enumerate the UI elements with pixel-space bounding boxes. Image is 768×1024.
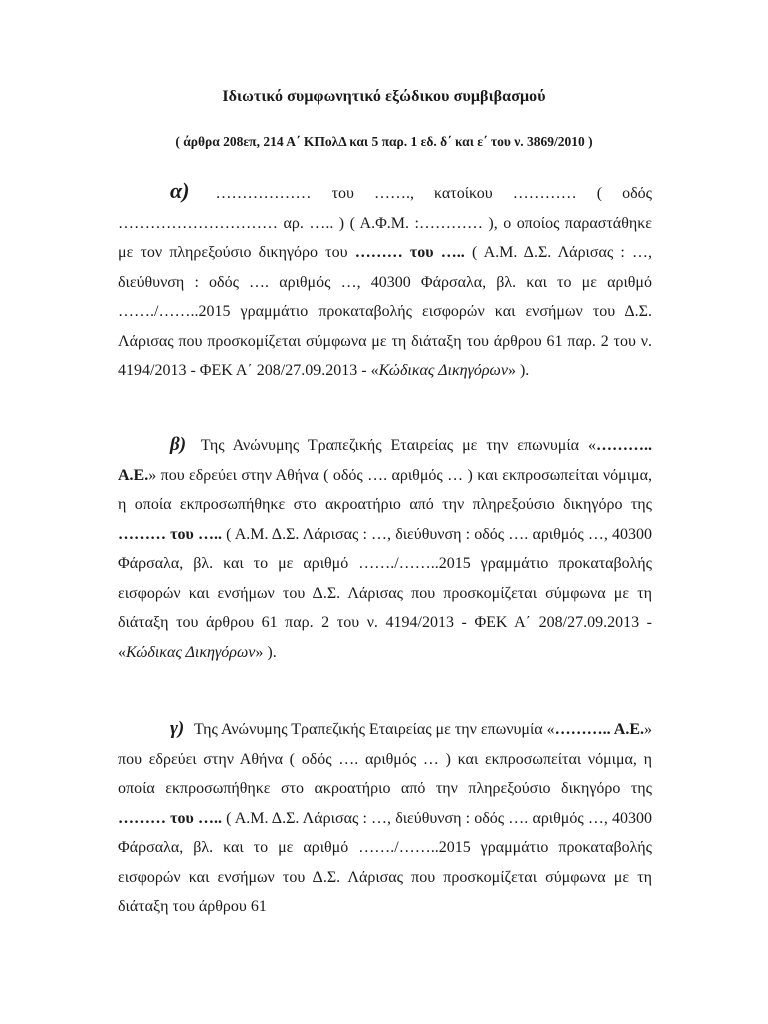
party-a-code-name: Κώδικας Δικηγόρων [378,362,508,379]
party-b-lawyer: ……… του ….. [118,525,222,543]
party-c-marker: γ) [170,718,185,739]
document-title: Ιδιωτικό συμφωνητικό εξώδικου συμβιβασμού [222,88,546,105]
party-c-paragraph [118,714,652,922]
party-a-text-2: ( Α.Μ. Δ.Σ. Λάρισας : …, διεύθυνση : οδός …. αριθμός …, 40300 Φάρσαλα, βλ. και το με αριθμό ……./……..2015 γραμμάτιο προκαταβολής εισφορών και ενσήμων του Δ.Σ. Λάρισας που προσκομίζεται σύμφωνα με τη διάταξη του άρθρου 61 παρ. 2 του ν. 4194/2013 - ΦΕΚ Α΄ 208/27.09.2013 - « [118,244,653,379]
party-b-text-4: » ). [255,643,277,661]
party-c-text-2: » που εδρεύει στην Αθήνα ( οδός …. αριθμός … ) και εκπροσωπείται νόμιμα, η οποία εκπροσωπήθηκε στο ακροατήριο από την πληρεξούσιο δικηγόρο της [118,721,653,797]
party-b-text-1: Της Ανώνυμης Τραπεζικής Εταιρείας με την επωνυμία « [192,437,596,454]
party-c-company: ……….. Α.Ε. [554,721,645,738]
party-b-marker: β) [170,434,187,455]
party-b-code-name: Κώδικας Δικηγόρων [126,643,256,661]
party-b-text-3: ( Α.Μ. Δ.Σ. Λάρισας : …, διεύθυνση : οδός …. αριθμός …, 40300 Φάρσαλα, βλ. και το με αριθμό ……./……..2015 γραμμάτιο προκαταβολής εισφορών και ενσήμων του Δ.Σ. Λάρισας που προσκομίζεται σύμφωνα με τη διάταξη του άρθρου 61 παρ. 2 του ν. 4194/2013 - ΦΕΚ Α΄ 208/27.09.2013 - « [118,525,652,661]
party-b-text-2: » που εδρεύει στην Αθήνα ( οδός …. αριθμός … ) και εκπροσωπείται νόμιμα, η οποία εκπροσωπήθηκε στο ακροατήριο από την πληρεξούσιο δικηγόρο της [118,466,652,513]
party-a-lawyer: ……… του ….. [354,244,465,261]
party-b-company: ……….. Α.Ε. [118,437,652,484]
party-a-paragraph [118,176,652,386]
party-a-text-1: ……………… του ……., κατοίκου ………… ( οδός ………………………… αρ. ….. ) ( Α.Φ.Μ. :………… ), ο οποίος παραστάθηκε με τον πληρεξούσιο δικηγόρο του [118,185,652,261]
party-b-paragraph [118,430,652,667]
party-c-text-3: ( Α.Μ. Δ.Σ. Λάρισας : …, διεύθυνση : οδός …. αριθμός …, 40300 Φάρσαλα, βλ. και το με αριθμό ……./……..2015 γραμμάτιο προκαταβολής εισφορών και ενσήμων του Δ.Σ. Λάρισας που προσκομίζεται σύμφωνα με τη διάταξη του άρθρου 61 [118,809,652,915]
party-c-lawyer: ……… του ….. [118,809,222,827]
party-a-marker: α) [170,178,190,203]
document-subtitle: ( άρθρα 208επ, 214 Α΄ ΚΠολΔ και 5 παρ. 1 εδ. δ΄ και ε΄ του ν. 3869/2010 ) [175,134,593,149]
party-a-text-3: » ). [507,362,530,379]
party-c-text-1: Της Ανώνυμης Τραπεζικής Εταιρείας με την επωνυμία « [190,721,555,738]
